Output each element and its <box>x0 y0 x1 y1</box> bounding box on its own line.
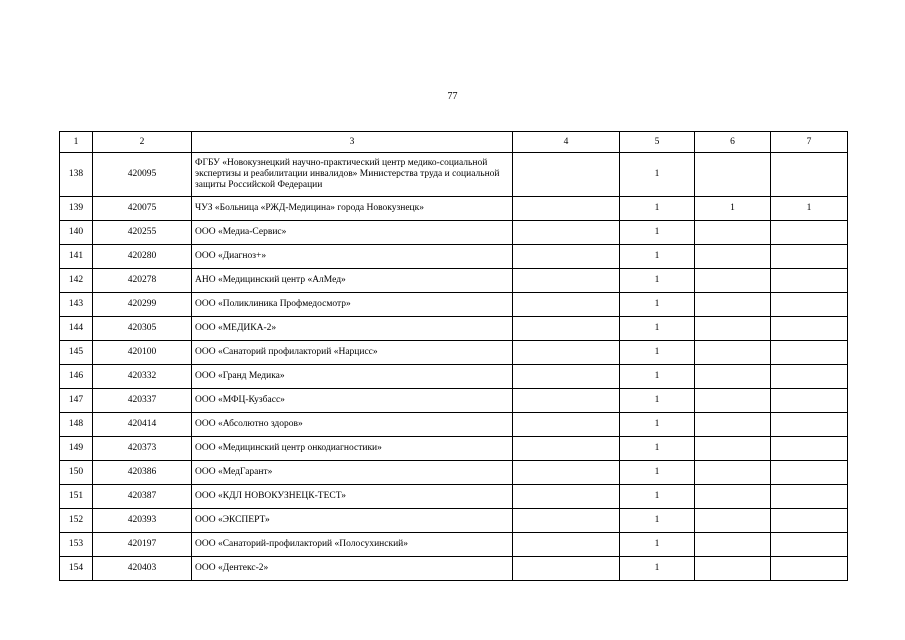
page-number: 77 <box>447 91 458 102</box>
row-number-cell: 153 <box>60 533 93 557</box>
registry-table <box>59 131 848 581</box>
column-5-cell: 1 <box>620 153 695 197</box>
organization-name-cell: ООО «Гранд Медика» <box>192 365 513 389</box>
column-6-cell <box>695 509 771 533</box>
column-6-cell: 1 <box>695 197 771 221</box>
column-7-cell <box>771 509 848 533</box>
column-7-cell <box>771 389 848 413</box>
column-5-cell: 1 <box>620 221 695 245</box>
table-row <box>60 341 848 365</box>
organization-name-cell: ООО «МФЦ-Кузбасс» <box>192 389 513 413</box>
column-5-cell: 1 <box>620 557 695 581</box>
column-5-cell: 1 <box>620 245 695 269</box>
organization-code-cell: 420095 <box>93 153 192 197</box>
column-4-cell <box>513 341 620 365</box>
table-row <box>60 269 848 293</box>
column-6-cell <box>695 365 771 389</box>
organization-name-cell: ЧУЗ «Больница «РЖД-Медицина» города Новокузнецк» <box>192 197 513 221</box>
column-5-cell: 1 <box>620 317 695 341</box>
column-header-2: 2 <box>93 132 192 153</box>
column-7-cell <box>771 437 848 461</box>
organization-code-cell: 420332 <box>93 365 192 389</box>
column-4-cell <box>513 389 620 413</box>
column-6-cell <box>695 293 771 317</box>
row-number-cell: 145 <box>60 341 93 365</box>
table-row <box>60 197 848 221</box>
table-body <box>60 132 848 581</box>
table-row <box>60 153 848 197</box>
column-6-cell <box>695 485 771 509</box>
column-6-cell <box>695 341 771 365</box>
row-number-cell: 143 <box>60 293 93 317</box>
column-5-cell: 1 <box>620 293 695 317</box>
organization-code-cell: 420387 <box>93 485 192 509</box>
column-4-cell <box>513 437 620 461</box>
organization-code-cell: 420414 <box>93 413 192 437</box>
column-5-cell: 1 <box>620 461 695 485</box>
column-5-cell: 1 <box>620 269 695 293</box>
column-header-4: 4 <box>513 132 620 153</box>
table-row <box>60 461 848 485</box>
column-7-cell <box>771 365 848 389</box>
organization-name-cell: ООО «Поликлиника Профмедосмотр» <box>192 293 513 317</box>
organization-name-cell: ООО «Абсолютно здоров» <box>192 413 513 437</box>
row-number-cell: 148 <box>60 413 93 437</box>
column-7-cell <box>771 413 848 437</box>
column-6-cell <box>695 317 771 341</box>
column-7-cell <box>771 533 848 557</box>
column-4-cell <box>513 269 620 293</box>
column-5-cell: 1 <box>620 197 695 221</box>
column-7-cell <box>771 485 848 509</box>
organization-name-cell: ООО «МЕДИКА-2» <box>192 317 513 341</box>
organization-name-cell: АНО «Медицинский центр «АлМед» <box>192 269 513 293</box>
table-row <box>60 413 848 437</box>
column-6-cell <box>695 153 771 197</box>
column-7-cell <box>771 317 848 341</box>
column-4-cell <box>513 413 620 437</box>
column-6-cell <box>695 533 771 557</box>
column-4-cell <box>513 485 620 509</box>
organization-name-cell: ООО «Диагноз+» <box>192 245 513 269</box>
organization-code-cell: 420280 <box>93 245 192 269</box>
organization-name-cell: ООО «ЭКСПЕРТ» <box>192 509 513 533</box>
organization-code-cell: 420337 <box>93 389 192 413</box>
column-4-cell <box>513 221 620 245</box>
organization-code-cell: 420299 <box>93 293 192 317</box>
row-number-cell: 151 <box>60 485 93 509</box>
column-4-cell <box>513 365 620 389</box>
row-number-cell: 154 <box>60 557 93 581</box>
table-row <box>60 533 848 557</box>
row-number-cell: 140 <box>60 221 93 245</box>
column-5-cell: 1 <box>620 413 695 437</box>
table-row <box>60 557 848 581</box>
column-6-cell <box>695 221 771 245</box>
header-row <box>60 132 848 153</box>
column-header-3: 3 <box>192 132 513 153</box>
column-5-cell: 1 <box>620 533 695 557</box>
column-4-cell <box>513 153 620 197</box>
column-4-cell <box>513 317 620 341</box>
column-4-cell <box>513 293 620 317</box>
row-number-cell: 139 <box>60 197 93 221</box>
organization-code-cell: 420305 <box>93 317 192 341</box>
column-4-cell <box>513 557 620 581</box>
column-4-cell <box>513 533 620 557</box>
row-number-cell: 141 <box>60 245 93 269</box>
organization-name-cell: ООО «КДЛ НОВОКУЗНЕЦК-ТЕСТ» <box>192 485 513 509</box>
column-6-cell <box>695 461 771 485</box>
organization-code-cell: 420197 <box>93 533 192 557</box>
column-4-cell <box>513 509 620 533</box>
column-5-cell: 1 <box>620 509 695 533</box>
column-5-cell: 1 <box>620 437 695 461</box>
column-header-7: 7 <box>771 132 848 153</box>
table-row <box>60 365 848 389</box>
column-4-cell <box>513 197 620 221</box>
organization-name-cell: ООО «МедГарант» <box>192 461 513 485</box>
row-number-cell: 142 <box>60 269 93 293</box>
column-5-cell: 1 <box>620 485 695 509</box>
table-row <box>60 437 848 461</box>
table-row <box>60 293 848 317</box>
row-number-cell: 138 <box>60 153 93 197</box>
column-7-cell <box>771 221 848 245</box>
column-7-cell <box>771 245 848 269</box>
organization-name-cell: ООО «Медицинский центр онкодиагностики» <box>192 437 513 461</box>
organization-name-cell: ООО «Дентекс-2» <box>192 557 513 581</box>
row-number-cell: 149 <box>60 437 93 461</box>
organization-code-cell: 420403 <box>93 557 192 581</box>
table-row <box>60 509 848 533</box>
column-7-cell <box>771 269 848 293</box>
column-7-cell <box>771 153 848 197</box>
organization-name-cell: ООО «Медиа-Сервис» <box>192 221 513 245</box>
column-6-cell <box>695 389 771 413</box>
row-number-cell: 147 <box>60 389 93 413</box>
column-5-cell: 1 <box>620 389 695 413</box>
table-row <box>60 389 848 413</box>
column-6-cell <box>695 413 771 437</box>
column-7-cell <box>771 461 848 485</box>
table-row <box>60 245 848 269</box>
organization-code-cell: 420255 <box>93 221 192 245</box>
column-7-cell <box>771 293 848 317</box>
column-7-cell <box>771 557 848 581</box>
organization-code-cell: 420075 <box>93 197 192 221</box>
organization-code-cell: 420393 <box>93 509 192 533</box>
column-5-cell: 1 <box>620 341 695 365</box>
column-6-cell <box>695 557 771 581</box>
column-5-cell: 1 <box>620 365 695 389</box>
row-number-cell: 144 <box>60 317 93 341</box>
organization-name-cell: ООО «Санаторий-профилакторий «Полосухинский» <box>192 533 513 557</box>
organization-code-cell: 420386 <box>93 461 192 485</box>
table-row <box>60 317 848 341</box>
column-6-cell <box>695 269 771 293</box>
organization-name-cell: ФГБУ «Новокузнецкий научно-практический центр медико-социальной экспертизы и реабилитации инвалидов» Министерства труда и социальной защиты Российской Федерации <box>192 153 513 197</box>
column-6-cell <box>695 245 771 269</box>
column-7-cell <box>771 341 848 365</box>
column-header-6: 6 <box>695 132 771 153</box>
column-7-cell: 1 <box>771 197 848 221</box>
column-header-1: 1 <box>60 132 93 153</box>
column-6-cell <box>695 437 771 461</box>
column-4-cell <box>513 461 620 485</box>
organization-code-cell: 420100 <box>93 341 192 365</box>
table-row <box>60 221 848 245</box>
table-row <box>60 485 848 509</box>
column-header-5: 5 <box>620 132 695 153</box>
organization-code-cell: 420373 <box>93 437 192 461</box>
organization-name-cell: ООО «Санаторий профилакторий «Нарцисс» <box>192 341 513 365</box>
row-number-cell: 152 <box>60 509 93 533</box>
row-number-cell: 146 <box>60 365 93 389</box>
organization-code-cell: 420278 <box>93 269 192 293</box>
column-4-cell <box>513 245 620 269</box>
row-number-cell: 150 <box>60 461 93 485</box>
